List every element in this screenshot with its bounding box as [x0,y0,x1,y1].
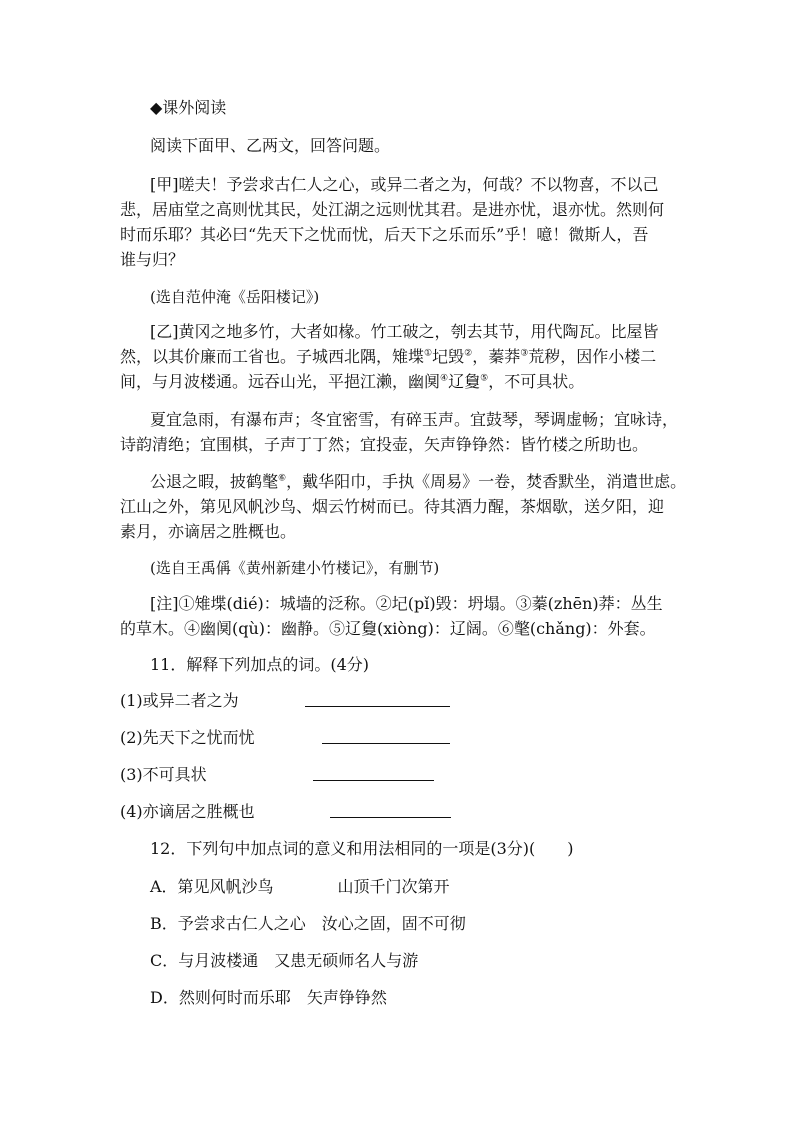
q11-answer-blank[interactable] [305,706,450,707]
q11-item-label: (2)先天下之忧而忧 [120,728,255,747]
q11-item-label: (3)不可具状 [120,765,207,784]
note-marker: ⑥ [278,473,287,484]
passage-b-line: 诗韵清绝；宜围棋，子声丁丁然；宜投壶，矢声铮铮然：皆竹楼之所助也。 [120,435,649,454]
passage-b-line [120,347,656,367]
passage-b-text: 辽敻 [448,372,481,391]
passage-b-line: [乙]黄冈之地多竹，大者如椽。竹工破之，刳去其节，用代陶瓦。比屋皆 [150,322,659,341]
notes-line: [注]①雉堞(dié)：城墙的泛称。②圮(pǐ)毁：坍塌。③蓁(zhēn)莽：丛生 [150,594,663,613]
passage-b-text: ，戴华阳巾，手执《周易》一卷，焚香默坐，消遣世虑。 [286,472,687,491]
passage-b-text: 公退之暇，披鹤氅 [150,472,279,491]
section-title: ◆课外阅读 [150,98,227,117]
passage-b-text: 然，以其价廉而工省也。子城西北隅，雉堞 [120,347,425,366]
q11-answer-blank[interactable] [330,817,451,818]
q11-answer-blank[interactable] [322,743,450,744]
passage-b-line: 江山之外，第见风帆沙鸟、烟云竹树而已。待其酒力醒，茶烟歇，送夕阳，迎 [120,497,665,516]
passage-b-text: 荒秽，因作小楼二 [528,347,657,366]
note-marker: ① [424,348,433,359]
passage-a-line: [甲]嗟夫！予尝求古仁人之心，或异二者之为，何哉？不以物喜，不以己 [150,175,659,194]
q12-option-a: A．第见风帆沙鸟 山顶千门次第开 [150,877,450,896]
notes-line: 的草木。④幽阒(qù)：幽静。⑤辽敻(xiòng)：辽阔。⑥氅(chǎng)：外套。 [120,619,656,638]
passage-a-line: 悲，居庙堂之高则忧其民，处江湖之远则忧其君。是进亦忧，退亦忧。然则何 [120,200,665,219]
q11-item-label: (4)亦谪居之胜概也 [120,802,255,821]
passage-b-line: 素月，亦谪居之胜概也。 [120,522,297,541]
q11-item-label: (1)或异二者之为 [120,691,239,710]
q12-option-d: D．然则何时而乐耶 矢声铮铮然 [150,988,387,1007]
note-marker: ③ [520,348,529,359]
passage-a-line: 谁与归？ [120,250,185,269]
passage-b-text: ，不可具状。 [488,372,585,391]
passage-b-line: 夏宜急雨，有瀑布声；冬宜密雪，有碎玉声。宜鼓琴，琴调虚畅；宜咏诗， [150,410,679,429]
passage-b-text: ，蓁莽 [472,347,521,366]
passage-b-line [120,372,584,392]
reading-instruction: 阅读下面甲、乙两文，回答问题。 [150,136,391,155]
q12-option-b: B．予尝求古仁人之心 汝心之固，固不可彻 [150,914,466,933]
note-marker: ④ [440,373,449,384]
question-12-stem: 12．下列句中加点词的意义和用法相同的一项是(3分)( ) [150,839,574,858]
passage-a-source: (选自范仲淹《岳阳楼记》) [150,288,320,306]
note-marker: ⑤ [480,373,489,384]
passage-b-text: 间，与月波楼通。远吞山光，平挹江濑，幽阒 [120,372,441,391]
passage-b-source: (选自王禹偁《黄州新建小竹楼记》，有删节) [150,559,440,577]
q11-answer-blank[interactable] [313,780,434,781]
passage-b-line [150,472,686,492]
passage-a-line: 时而乐耶？其必曰“先天下之忧而忧，后天下之乐而乐”乎！噫！微斯人，吾 [120,225,649,244]
question-11-stem: 11．解释下列加点的词。(4分) [150,655,370,674]
note-marker: ② [464,348,473,359]
passage-b-text: 圮毁 [432,347,465,366]
q12-option-c: C．与月波楼通 又患无硕师名人与游 [150,951,419,970]
